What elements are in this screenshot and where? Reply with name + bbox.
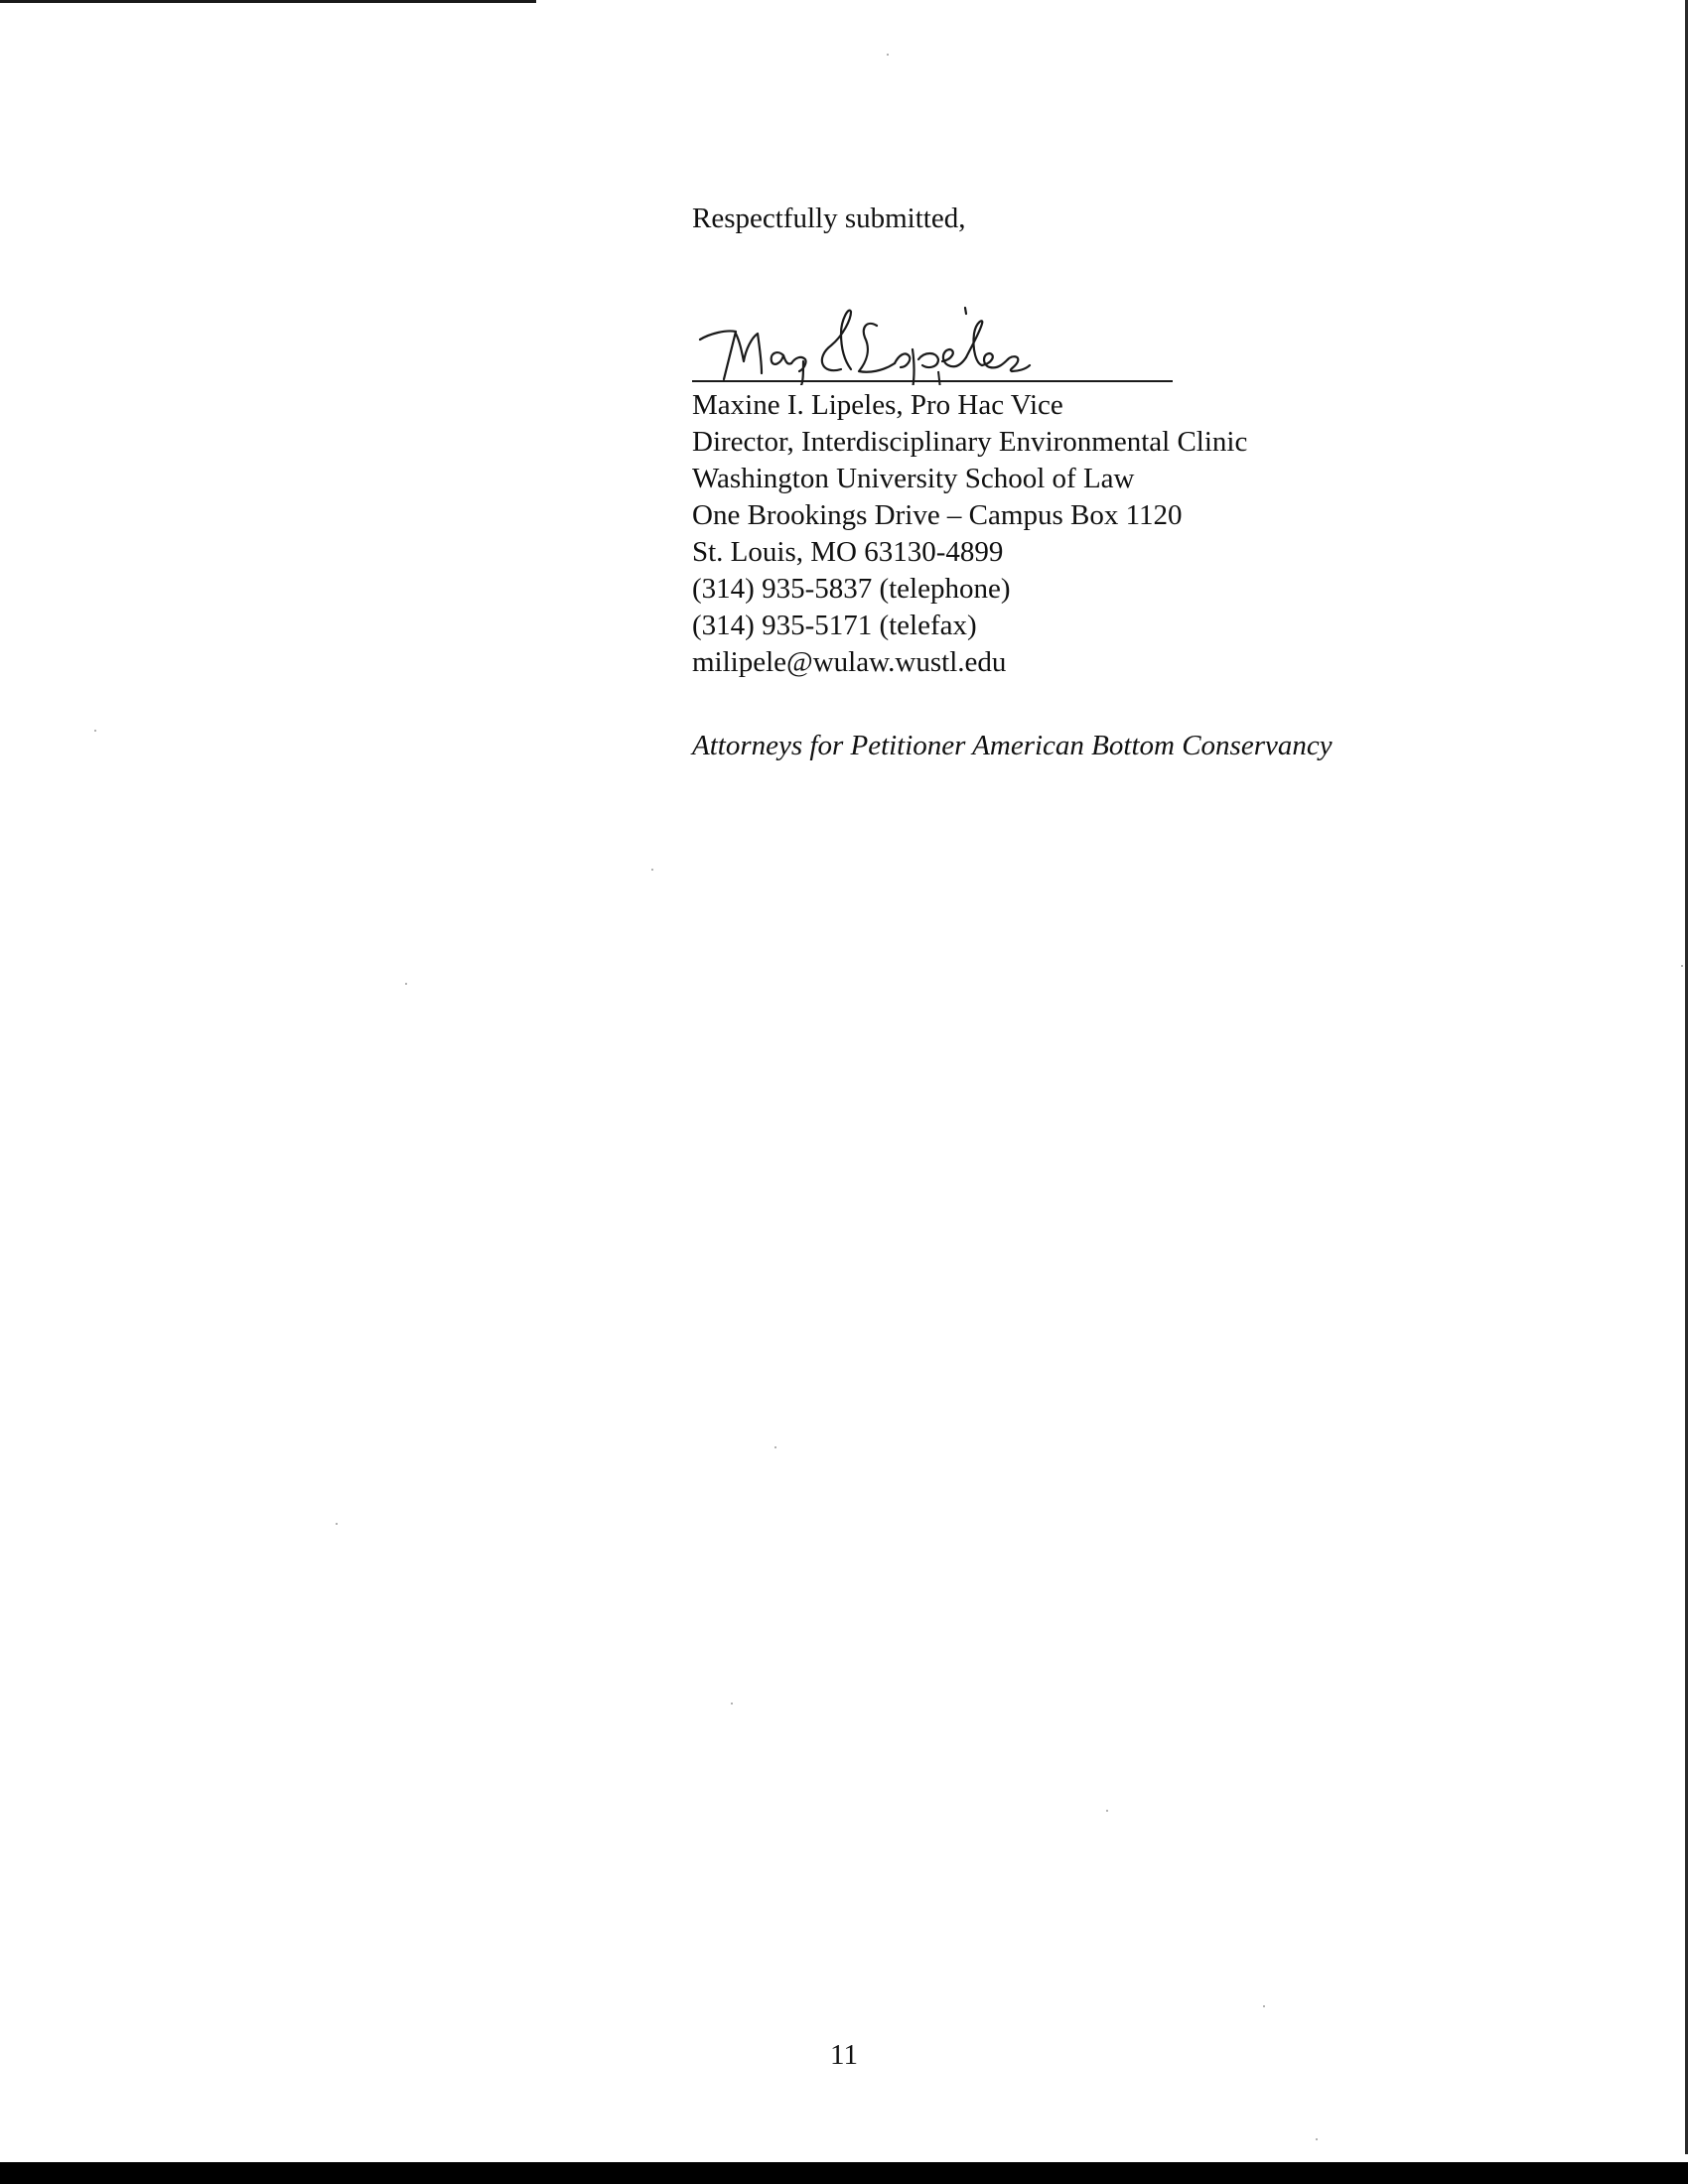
signatory-street: One Brookings Drive – Campus Box 1120 bbox=[692, 499, 1183, 531]
scan-speck bbox=[1681, 965, 1683, 967]
scan-speck bbox=[1263, 2005, 1265, 2007]
scan-speck bbox=[651, 869, 653, 871]
signature bbox=[692, 290, 1173, 385]
scan-speck bbox=[774, 1446, 776, 1448]
closing-line: Respectfully submitted, bbox=[692, 203, 966, 234]
scan-speck bbox=[1106, 1810, 1108, 1812]
signatory-title: Director, Interdisciplinary Environmental Clinic bbox=[692, 426, 1248, 458]
handwritten-signature bbox=[692, 290, 1173, 385]
page-number: 11 bbox=[830, 2039, 858, 2071]
scan-speck bbox=[405, 983, 407, 985]
signatory-telephone: (314) 935-5837 (telephone) bbox=[692, 573, 1011, 605]
signatory-institution: Washington University School of Law bbox=[692, 463, 1135, 494]
scan-speck bbox=[336, 1523, 338, 1525]
signature-line bbox=[692, 380, 1173, 382]
scan-edge-bottom bbox=[0, 2162, 1688, 2184]
scan-speck bbox=[731, 1703, 733, 1705]
signatory-telefax: (314) 935-5171 (telefax) bbox=[692, 610, 977, 641]
signatory-block bbox=[692, 387, 1247, 681]
scan-speck bbox=[1316, 2138, 1318, 2140]
scan-speck bbox=[94, 730, 96, 732]
attorneys-for-line: Attorneys for Petitioner American Bottom Conservancy bbox=[692, 730, 1333, 761]
scan-edge-top bbox=[0, 0, 536, 3]
signatory-email: milipele@wulaw.wustl.edu bbox=[692, 646, 1007, 678]
scan-speck bbox=[887, 54, 889, 56]
signatory-city: St. Louis, MO 63130-4899 bbox=[692, 536, 1004, 568]
signatory-name: Maxine I. Lipeles, Pro Hac Vice bbox=[692, 389, 1063, 421]
